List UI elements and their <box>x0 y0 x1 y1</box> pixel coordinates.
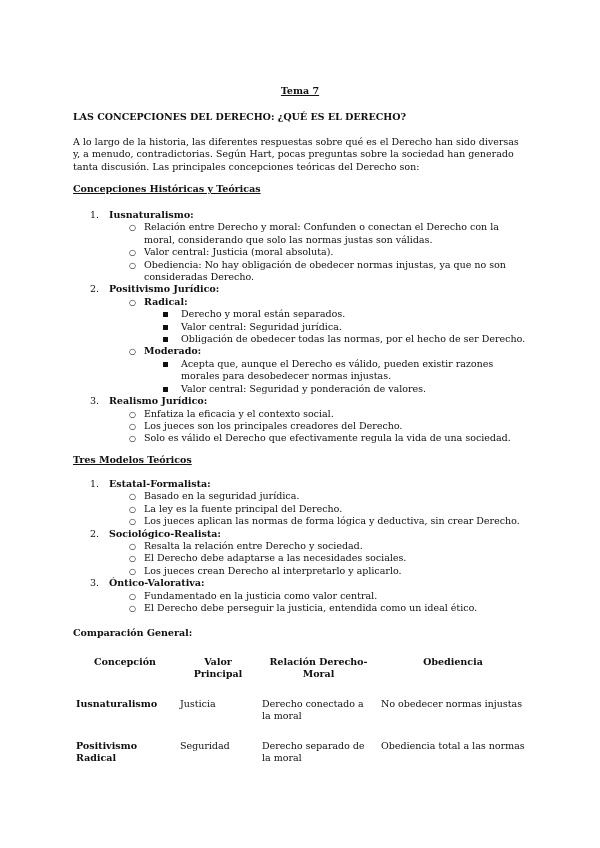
topic-heading: Tema 7 <box>280 86 320 97</box>
table-cell: Derecho separado de la moral <box>262 741 365 765</box>
bullet-item: ○ Los jueces son los principales creadores del Derecho. <box>129 420 403 432</box>
list-item <box>73 479 528 529</box>
bullet-item: ○ Obediencia: No hay obligación de obedecer normas injustas, ya que no son consideradas Derecho. <box>129 259 506 284</box>
circle-bullet-icon: ○ <box>129 591 136 601</box>
list-item-title: Óntico-Valorativa: <box>109 578 205 590</box>
bullet-item: ○ Valor central: Justicia (moral absoluta). <box>129 247 334 259</box>
section-heading-modelos: Tres Modelos Teóricos <box>73 455 192 466</box>
circle-bullet-icon: ○ <box>129 554 136 564</box>
list-number: 3. <box>90 578 100 590</box>
table-cell: Derecho conectado a la moral <box>262 699 364 723</box>
square-bullet-icon <box>163 325 168 330</box>
modelos-list <box>73 479 528 615</box>
bullet-item: ○ Enfatiza la eficacia y el contexto social. <box>129 408 334 420</box>
sublist-title-radical: ○ Radical: <box>129 296 188 308</box>
list-item <box>73 284 528 396</box>
table-cell: Seguridad <box>180 741 230 752</box>
list-number: 2. <box>90 528 100 540</box>
circle-bullet-icon: ○ <box>129 409 136 419</box>
list-item-title: Iusnaturalismo: <box>109 210 194 221</box>
list-number: 1. <box>90 479 100 490</box>
column-header: Valor Principal <box>193 657 243 681</box>
column-header: Concepción <box>94 657 156 668</box>
list-item <box>73 210 528 284</box>
list-number: 1. <box>90 210 100 221</box>
circle-bullet-icon: ○ <box>129 421 136 431</box>
bullet-item: ○ El Derecho debe perseguir la justicia, entendida como un ideal ético. <box>129 603 478 615</box>
concepciones-list <box>73 210 528 446</box>
circle-bullet-icon: ○ <box>129 223 136 233</box>
circle-bullet-icon: ○ <box>129 542 136 552</box>
bullet-item: ○ La ley es la fuente principal del Derecho. <box>129 503 343 515</box>
list-item <box>73 396 528 446</box>
bullet-item: ○ Los jueces crean Derecho al interpretarlo y aplicarlo. <box>129 565 402 577</box>
circle-bullet-icon: ○ <box>129 297 136 307</box>
column-header: Relación Derecho-Moral <box>269 657 368 681</box>
comparison-table <box>73 655 528 768</box>
square-bullet-item: Acepta que, aunque el Derecho es válido, pueden existir razones morales para desobedecer normas injustas. <box>73 359 528 384</box>
square-bullet-icon <box>163 387 168 392</box>
list-number: 3. <box>90 396 100 408</box>
circle-bullet-icon: ○ <box>129 434 136 444</box>
square-bullet-item: Derecho y moral están separados. <box>73 309 528 321</box>
bullet-item: ○ Los jueces aplican las normas de forma lógica y deductiva, sin crear Derecho. <box>129 516 520 528</box>
circle-bullet-icon: ○ <box>129 347 136 357</box>
intro-paragraph: A lo largo de la historia, las diferentes respuestas sobre qué es el Derecho han sido diversas y, a menudo, contradictorias. Según Hart, pocas preguntas sobre la sociedad han generado tanta discusión. Las principales concepciones teóricas del Derecho son: <box>73 137 519 173</box>
bullet-item: ○ Fundamentado en la justicia como valor central. <box>129 590 378 602</box>
sublist-title-moderado: ○ Moderado: <box>129 346 202 358</box>
document-title: LAS CONCEPCIONES DEL DERECHO: ¿QUÉ ES EL DERECHO? <box>73 112 407 123</box>
circle-bullet-icon: ○ <box>129 492 136 502</box>
list-item <box>73 578 528 615</box>
circle-bullet-icon: ○ <box>129 566 136 576</box>
list-item-title: Positivismo Jurídico: <box>109 284 220 296</box>
square-bullet-icon <box>163 362 168 367</box>
bullet-item: ○ Solo es válido el Derecho que efectivamente regula la vida de una sociedad. <box>129 433 511 445</box>
square-bullet-item: Valor central: Seguridad jurídica. <box>73 322 528 334</box>
list-item-title: Realismo Jurídico: <box>109 396 208 408</box>
section-heading-concepciones: Concepciones Históricas y Teóricas <box>73 184 261 195</box>
circle-bullet-icon: ○ <box>129 504 136 514</box>
square-bullet-icon <box>163 337 168 342</box>
circle-bullet-icon: ○ <box>129 260 136 270</box>
comparison-heading: Comparación General: <box>73 628 193 639</box>
bullet-item: ○ Relación entre Derecho y moral: Confunden o conectan el Derecho con la moral, considerando que solo las normas justas son válidas. <box>129 222 499 246</box>
circle-bullet-icon: ○ <box>129 604 136 614</box>
table-row <box>73 739 528 768</box>
bullet-item: ○ Resalta la relación entre Derecho y sociedad. <box>129 541 363 553</box>
table-cell: Justicia <box>180 699 216 710</box>
table-cell: No obedecer normas injustas <box>381 699 523 710</box>
table-cell: Positivismo Radical <box>76 741 138 765</box>
table-cell: Iusnaturalismo <box>76 699 158 710</box>
circle-bullet-icon: ○ <box>129 248 136 258</box>
table-header-row <box>73 655 528 687</box>
bullet-item: ○ El Derecho debe adaptarse a las necesidades sociales. <box>129 553 407 565</box>
square-bullet-item: Obligación de obedecer todas las normas, por el hecho de ser Derecho. <box>73 334 528 346</box>
square-bullet-icon <box>163 312 168 317</box>
bullet-item: ○ Basado en la seguridad jurídica. <box>129 491 300 503</box>
list-item-title: Estatal-Formalista: <box>109 479 211 490</box>
list-item <box>73 529 528 579</box>
list-item-title: Sociológico-Realista: <box>109 528 221 540</box>
table-row <box>73 697 528 739</box>
square-bullet-item: Valor central: Seguridad y ponderación de valores. <box>73 384 528 396</box>
list-number: 2. <box>90 284 100 296</box>
circle-bullet-icon: ○ <box>129 517 136 527</box>
column-header: Obediencia <box>423 657 483 668</box>
table-cell: Obediencia total a las normas <box>381 741 525 752</box>
